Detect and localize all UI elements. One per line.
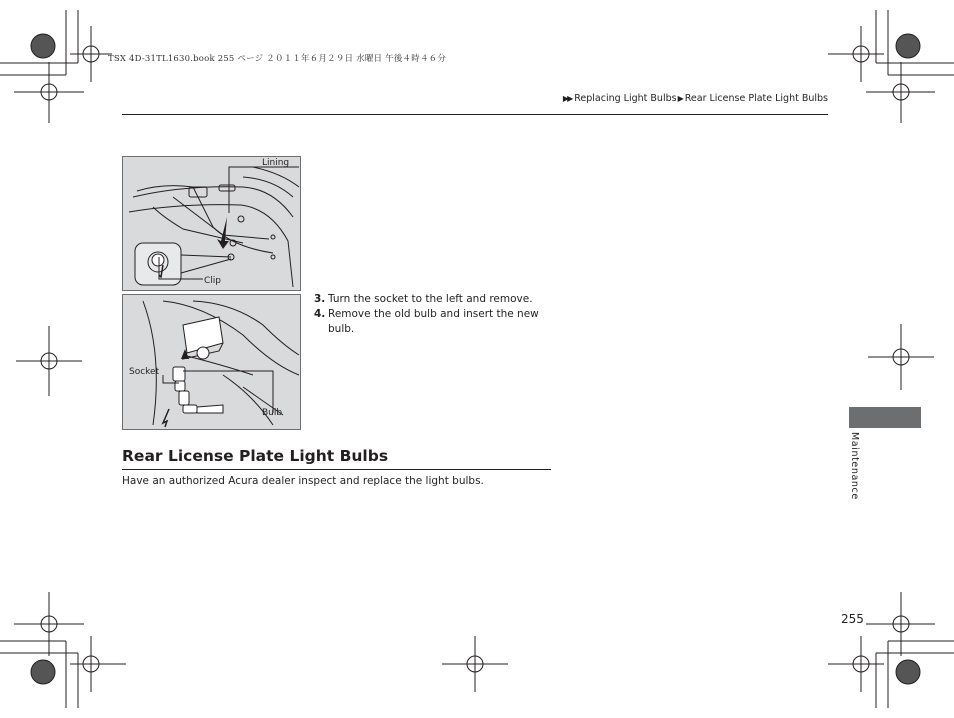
instruction-steps (314, 292, 554, 337)
breadcrumb-item-replacing-light-bulbs[interactable]: Replacing Light Bulbs (574, 93, 677, 104)
breadcrumb-item-rear-license-plate-light-bulbs[interactable]: Rear License Plate Light Bulbs (684, 93, 828, 104)
section-title: Rear License Plate Light Bulbs (122, 447, 389, 465)
step-number: 3. (314, 293, 326, 305)
breadcrumb-separator-icon: ▶ (677, 94, 684, 103)
maintenance-tab[interactable] (849, 407, 921, 428)
step-text: Turn the socket to the left and remove. (328, 293, 533, 305)
breadcrumb (563, 93, 828, 104)
breadcrumb-arrow-icon: ▶▶ (562, 94, 572, 103)
page-number: 255 (841, 612, 864, 626)
section-body: Have an authorized Acura dealer inspect and replace the light bulbs. (122, 475, 484, 487)
maintenance-tab-label[interactable]: Maintenance (849, 432, 860, 500)
step-text: Remove the old bulb and insert the new bulb. (328, 308, 539, 335)
print-info-header: TSX 4D-31TL1630.book 255 ページ ２０１１年６月２９日 水曜日 午後４時４６分 (108, 54, 447, 64)
step-item (314, 292, 554, 307)
clip-label: Clip (204, 276, 221, 286)
step-number: 4. (314, 308, 326, 320)
section-rule (122, 469, 551, 470)
trunk-lining-illustration (122, 156, 301, 291)
socket-label: Socket (129, 367, 160, 377)
header-rule (122, 114, 828, 115)
step-item (314, 307, 554, 337)
lining-label: Lining (262, 158, 290, 168)
bulb-label: Bulb (262, 408, 283, 418)
